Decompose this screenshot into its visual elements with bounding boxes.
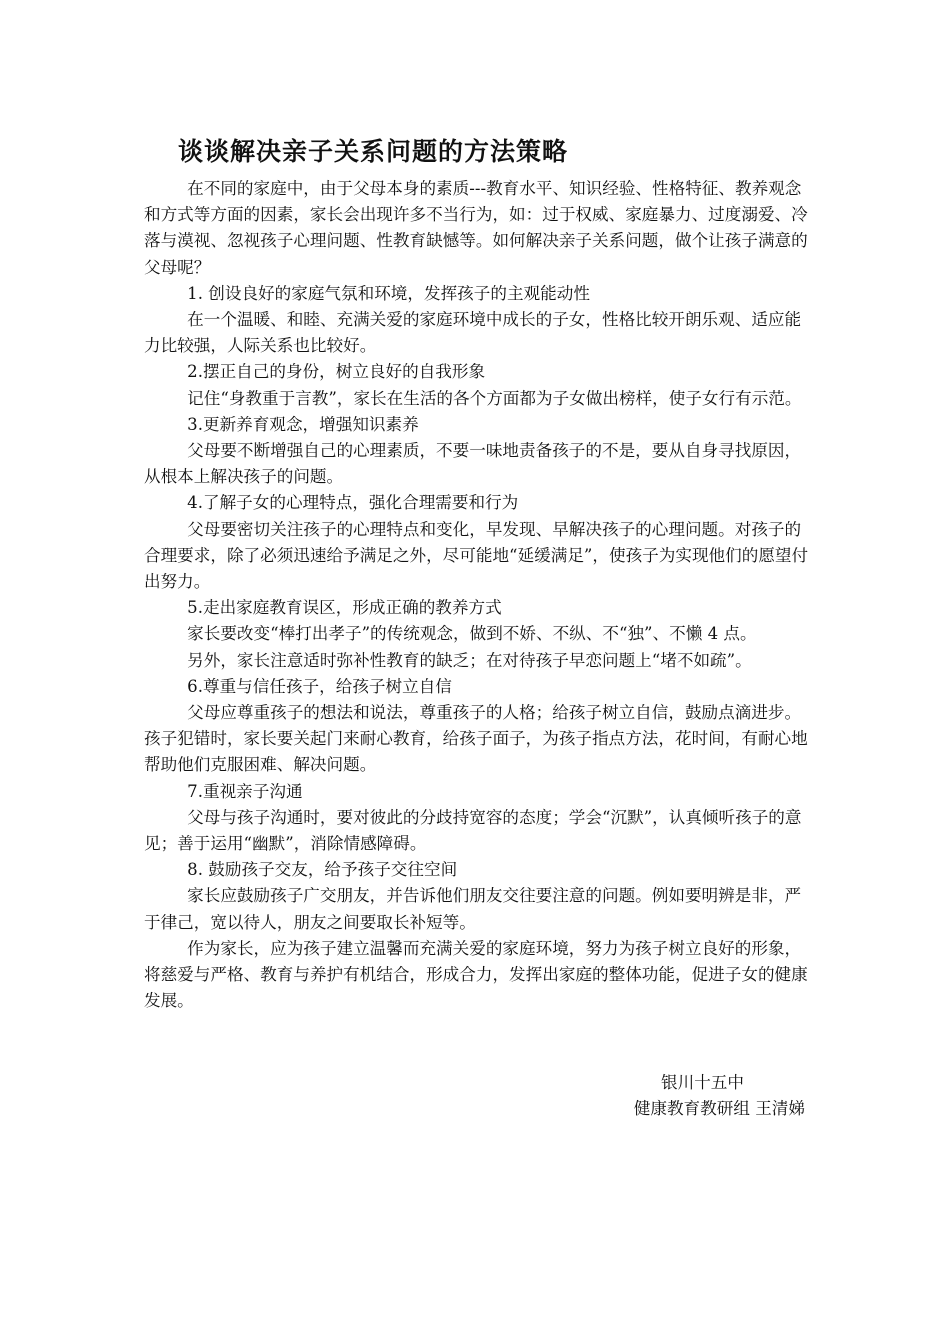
section-heading-8: 8. 鼓励孩子交友，给予孩子交往空间 — [187, 860, 458, 880]
section-heading-7: 7.重视亲子沟通 — [187, 781, 303, 801]
section-heading-1: 1. 创设良好的家庭气氛和环境，发挥孩子的主观能动性 — [187, 283, 590, 303]
section-paragraph-1: 在一个温暖、和睦、充满关爱的家庭环境中成长的子女，性格比较开朗乐观、适应能力比较强，人际关系也比较好。 — [144, 310, 802, 356]
section-paragraph-8: 家长应鼓励孩子广交朋友，并告诉他们朋友交往要注意的问题。例如要明辨是非，严于律己，宽以待人，朋友之间要取长补短等。 — [144, 886, 802, 932]
signature-author: 健康教育教研组 王清娣 — [633, 1099, 805, 1118]
section-heading-3: 3.更新养育观念，增强知识素养 — [187, 414, 419, 434]
section-paragraph-3: 父母要不断增强自己的心理素质，不要一味地责备孩子的不是，要从自身寻找原因，从根本上解决孩子的问题。 — [144, 441, 802, 487]
section-heading-4: 4.了解子女的心理特点，强化合理需要和行为 — [187, 493, 519, 513]
intro-paragraph: 在不同的家庭中，由于父母本身的素质---教育水平、知识经验、性格特征、教养观念和方式等方面的因素，家长会出现许多不当行为，如：过于权威、家庭暴力、过度溺爱、冷落与漠视、忽视孩子心理问题、性教育缺憾等。如何解决亲子关系问题，做个让孩子满意的父母呢？ — [144, 179, 808, 277]
conclusion-paragraph: 作为家长，应为孩子建立温馨而充满关爱的家庭环境，努力为孩子树立良好的形象，将慈爱与严格、教育与养护有机结合，形成合力，发挥出家庭的整体功能，促进子女的健康发展。 — [144, 938, 808, 1011]
section-heading-5: 5.走出家庭教育误区，形成正确的教养方式 — [187, 598, 502, 618]
document-body — [144, 176, 816, 1015]
section-paragraph-5a: 家长要改变“棒打出孝子”的传统观念，做到不娇、不纵、不“独”、不懒 4 点。 — [187, 624, 757, 644]
section-paragraph-7: 父母与孩子沟通时，要对彼此的分歧持宽容的态度；学会“沉默”，认真倾听孩子的意见；善于运用“幽默”，消除情感障碍。 — [144, 807, 802, 854]
section-paragraph-6: 父母应尊重孩子的想法和说法，尊重孩子的人格；给孩子树立自信，鼓励点滴进步。孩子犯错时，家长要关起门来耐心教育，给孩子面子，为孩子指点方法，花时间，有耐心地帮助他们克服困难、解决问题。 — [144, 703, 808, 775]
section-paragraph-5b: 另外，家长注意适时弥补性教育的缺乏；在对待孩子早恋问题上“堵不如疏”。 — [187, 650, 752, 670]
section-paragraph-2: 记住“身教重于言教”，家长在生活的各个方面都为子女做出榜样，使子女行有示范。 — [187, 388, 802, 408]
section-heading-6: 6.尊重与信任孩子，给孩子树立自信 — [187, 676, 452, 696]
document-title: 谈谈解决亲子关系问题的方法策略 — [178, 137, 569, 166]
signature-school: 银川十五中 — [661, 1073, 744, 1092]
section-paragraph-4: 父母要密切关注孩子的心理特点和变化，早发现、早解决孩子的心理问题。对孩子的合理要求，除了必须迅速给予满足之外，尽可能地“延缓满足”，使孩子为实现他们的愿望付出努力。 — [144, 519, 809, 592]
section-heading-2: 2.摆正自己的身份，树立良好的自我形象 — [187, 362, 486, 382]
